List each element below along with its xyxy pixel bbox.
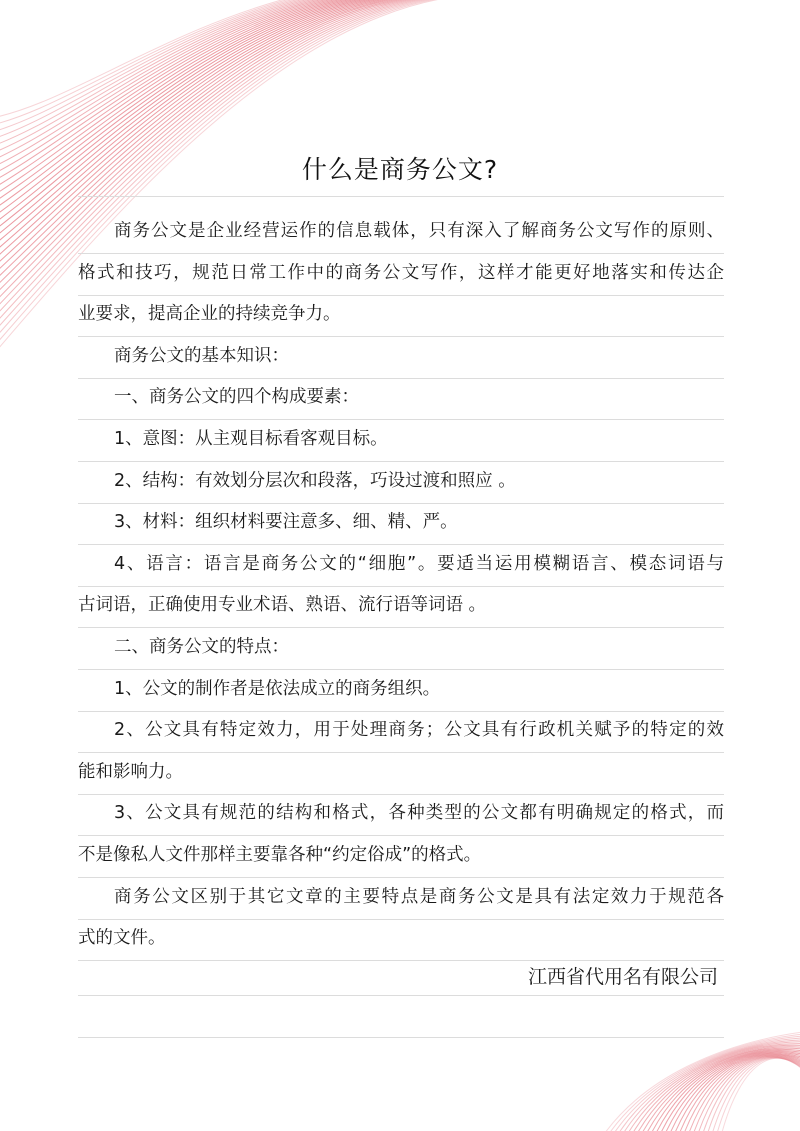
line-divider [78,503,724,504]
text-line: 2、公文具有特定效力，用于处理商务；公文具有行政机关赋予的特定的效 [114,720,724,741]
line-divider [78,752,724,753]
text-line: 能和影响力。 [78,761,183,782]
line-divider [78,919,724,920]
line-divider [78,877,724,878]
text-line: 古词语，正确使用专业术语、熟语、流行语等词语 。 [78,595,487,616]
company-name: 江西省代用名有限公司 [527,966,718,988]
line-divider [78,627,724,628]
line-divider [78,419,724,420]
text-line: 商务公文是企业经营运作的信息载体，只有深入了解商务公文写作的原则、 [114,221,724,241]
line-divider [78,711,724,712]
text-line: 一、商务公文的四个构成要素： [114,387,359,408]
line-divider [78,336,724,337]
text-line: 格式和技巧，规范日常工作中的商务公文写作，这样才能更好地落实和传达企 [78,262,724,283]
line-divider [78,794,724,795]
text-line: 3、公文具有规范的结构和格式，各种类型的公文都有明确规定的格式，而 [114,803,724,824]
text-line: 二、商务公文的特点： [114,637,289,657]
text-line: 1、意图：从主观目标看客观目标。 [114,429,388,449]
page-title: 什么是商务公文? [301,155,499,184]
bottom-divider [78,1037,724,1038]
line-divider [78,378,724,379]
text-line: 3、材料：组织材料要注意多、细、精、严。 [114,512,458,533]
line-divider [78,295,724,296]
text-line: 业要求，提高企业的持续竞争力。 [78,304,341,325]
text-line: 4、语言：语言是商务公文的“细胞”。要适当运用模糊语言、模态词语与 [114,553,724,574]
line-divider [78,835,724,836]
title-divider [78,196,724,197]
text-line: 不是像私人文件那样主要靠各种“约定俗成”的格式。 [78,845,482,865]
line-divider [78,253,724,254]
text-line: 2、结构：有效划分层次和段落，巧设过渡和照应 。 [114,470,516,491]
text-line: 商务公文区别于其它文章的主要特点是商务公文是具有法定效力于规范各 [114,886,724,907]
text-line: 1、公文的制作者是依法成立的商务组织。 [114,678,441,699]
line-divider [78,544,724,545]
line-divider [78,461,724,462]
line-divider [78,586,724,587]
text-line: 商务公文的基本知识： [114,345,289,366]
text-line: 式的文件。 [78,928,166,949]
line-divider [78,669,724,670]
signature-divider [78,995,724,996]
